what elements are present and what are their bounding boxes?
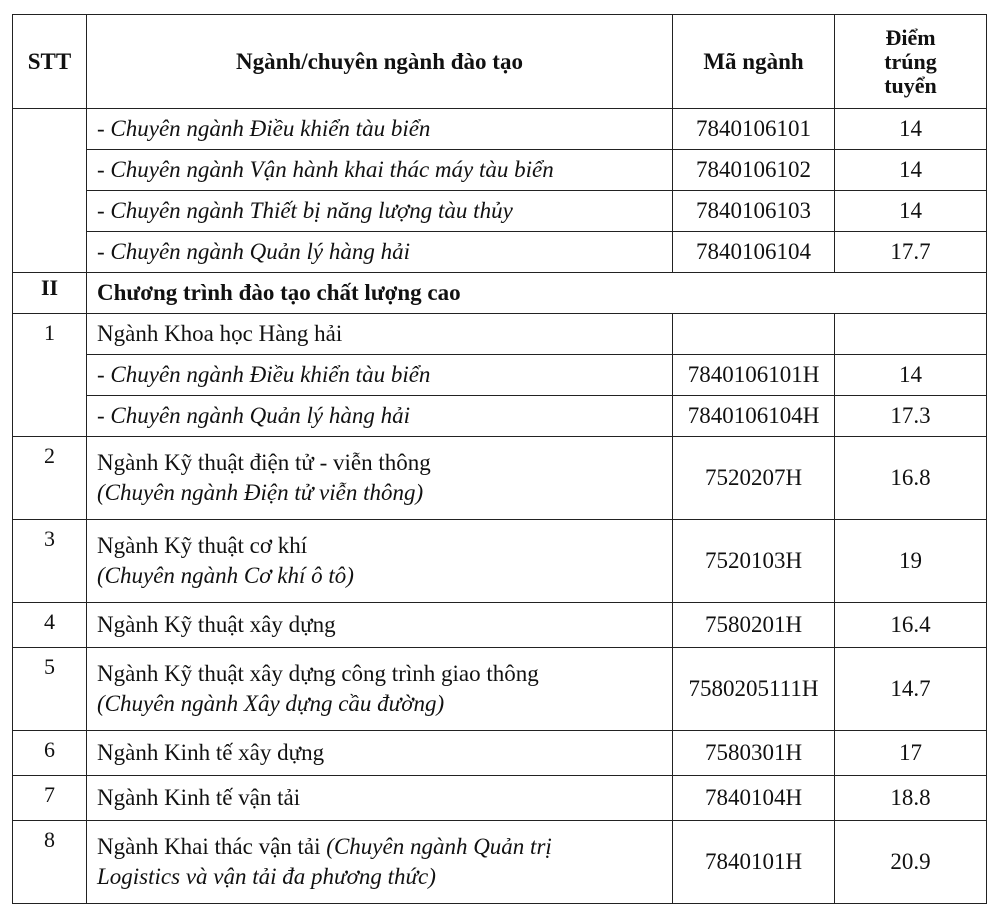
section-number: II (13, 273, 87, 314)
row-number: 8 (13, 821, 87, 904)
section-title: Chương trình đào tạo chất lượng cao (87, 273, 987, 314)
score: 18.8 (835, 776, 987, 821)
major-code: 7840104H (673, 776, 835, 821)
major-name: Ngành Khoa học Hàng hải (87, 314, 673, 355)
major-specialization-part2: Logistics và vận tải đa phương thức) (97, 864, 436, 889)
row-number: 3 (13, 520, 87, 603)
major-code: 7580205111H (673, 648, 835, 731)
major-specialization: (Chuyên ngành Cơ khí ô tô) (97, 563, 354, 588)
major-code: 7520207H (673, 437, 835, 520)
score: 14.7 (835, 648, 987, 731)
major-code: 7840106104H (673, 396, 835, 437)
major-cell (87, 520, 673, 603)
score: 14 (835, 191, 987, 232)
table-row (13, 109, 987, 150)
table-row (13, 437, 987, 520)
table-row (13, 355, 987, 396)
score: 14 (835, 109, 987, 150)
major-name: Ngành Kỹ thuật điện tử - viễn thông (97, 450, 431, 475)
header-score: Điểm trúng tuyển (835, 15, 987, 109)
major-specialization-part1: (Chuyên ngành Quản trị (326, 834, 552, 859)
major-code: 7840106102 (673, 150, 835, 191)
major-name: Ngành Kỹ thuật cơ khí (97, 533, 308, 558)
score: 16.8 (835, 437, 987, 520)
table-header-row (13, 15, 987, 109)
score: 14 (835, 355, 987, 396)
row-number: 5 (13, 648, 87, 731)
table-row (13, 603, 987, 648)
major-name: - Chuyên ngành Điều khiển tàu biển (87, 109, 673, 150)
major-code: 7580201H (673, 603, 835, 648)
major-specialization: (Chuyên ngành Xây dựng cầu đường) (97, 691, 445, 716)
major-name: - Chuyên ngành Vận hành khai thác máy tàu biển (87, 150, 673, 191)
score: 17.7 (835, 232, 987, 273)
major-cell (87, 821, 673, 904)
major-cell (87, 648, 673, 731)
table-row (13, 191, 987, 232)
header-major: Ngành/chuyên ngành đào tạo (87, 15, 673, 109)
row-number: 7 (13, 776, 87, 821)
major-name: Ngành Kinh tế vận tải (87, 776, 673, 821)
major-code: 7840106101 (673, 109, 835, 150)
table-row (13, 731, 987, 776)
score: 14 (835, 150, 987, 191)
score: 19 (835, 520, 987, 603)
table-row (13, 776, 987, 821)
table-row (13, 520, 987, 603)
table-row (13, 232, 987, 273)
major-name: Ngành Kỹ thuật xây dựng công trình giao thông (97, 661, 539, 686)
major-code: 7840106101H (673, 355, 835, 396)
row-number: 2 (13, 437, 87, 520)
major-cell (87, 437, 673, 520)
table-row (13, 648, 987, 731)
major-code: 7840101H (673, 821, 835, 904)
major-name: Ngành Kinh tế xây dựng (87, 731, 673, 776)
admission-scores-table (12, 14, 987, 904)
row-number: 6 (13, 731, 87, 776)
score: 17.3 (835, 396, 987, 437)
score: 20.9 (835, 821, 987, 904)
major-code: 7840106104 (673, 232, 835, 273)
table-row (13, 821, 987, 904)
table-row (13, 396, 987, 437)
major-specialization: (Chuyên ngành Điện tử viễn thông) (97, 480, 424, 505)
row-number: 4 (13, 603, 87, 648)
major-name: Ngành Kỹ thuật xây dựng (87, 603, 673, 648)
major-code-empty (673, 314, 835, 355)
major-code: 7840106103 (673, 191, 835, 232)
section-row (13, 273, 987, 314)
score-empty (835, 314, 987, 355)
row-number: 1 (13, 314, 87, 437)
major-name: - Chuyên ngành Quản lý hàng hải (87, 232, 673, 273)
major-name: - Chuyên ngành Thiết bị năng lượng tàu thủy (87, 191, 673, 232)
header-code: Mã ngành (673, 15, 835, 109)
major-name: - Chuyên ngành Điều khiển tàu biển (87, 355, 673, 396)
major-name: - Chuyên ngành Quản lý hàng hải (87, 396, 673, 437)
score: 17 (835, 731, 987, 776)
major-code: 7580301H (673, 731, 835, 776)
table-row (13, 314, 987, 355)
score: 16.4 (835, 603, 987, 648)
major-code: 7520103H (673, 520, 835, 603)
header-stt: STT (13, 15, 87, 109)
major-name: Ngành Khai thác vận tải (97, 834, 327, 859)
table-row (13, 150, 987, 191)
stt-cell-empty (13, 109, 87, 273)
